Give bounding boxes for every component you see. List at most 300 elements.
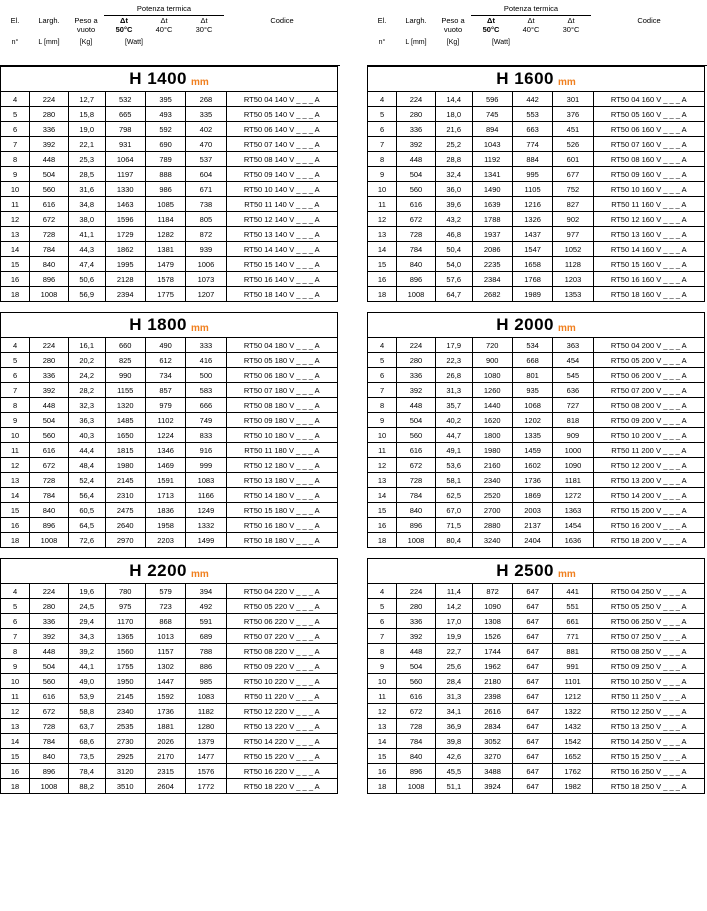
cell-dt40: 647: [513, 749, 553, 764]
cell-peso: 40,3: [68, 428, 105, 443]
cell-dt40: 1775: [145, 287, 185, 302]
cell-el: 10: [368, 674, 397, 689]
cell-dt50: 1596: [105, 212, 145, 227]
cell-largh: 504: [397, 659, 436, 674]
cell-dt50: 1650: [105, 428, 145, 443]
cell-largh: 560: [397, 182, 436, 197]
cell-codice: RT50 10 140 V _ _ _ A: [226, 182, 337, 197]
cell-dt40: 1469: [145, 458, 185, 473]
cell-el: 8: [368, 152, 397, 167]
cell-el: 10: [1, 428, 30, 443]
cell-dt50: 720: [472, 338, 512, 353]
table-row: [368, 503, 704, 518]
cell-largh: 896: [30, 764, 69, 779]
cell-codice: RT50 04 250 V _ _ _ A: [593, 584, 704, 599]
cell-peso: 73,5: [68, 749, 105, 764]
cell-dt40: 647: [513, 584, 553, 599]
table-cell-h2500: [367, 558, 707, 794]
header-unit-watt: [Watt]: [124, 39, 144, 46]
cell-dt40: 1381: [145, 242, 185, 257]
cell-dt40: 647: [513, 644, 553, 659]
cell-largh: 896: [397, 272, 436, 287]
cell-el: 11: [1, 443, 30, 458]
cell-dt40: 647: [513, 599, 553, 614]
cell-dt30: 1280: [186, 719, 226, 734]
cell-largh: 560: [397, 674, 436, 689]
cell-el: 18: [368, 533, 397, 548]
cell-peso: 67,0: [435, 503, 472, 518]
table-row: [1, 212, 337, 227]
header-unit-watt: [Watt]: [491, 39, 511, 46]
data-table-h1600: [368, 92, 704, 301]
cell-dt30: 1203: [553, 272, 593, 287]
cell-dt30: 1322: [552, 704, 592, 719]
cell-dt40: 592: [145, 122, 185, 137]
cell-codice: RT50 12 140 V _ _ _ A: [226, 212, 337, 227]
cell-dt50: 1197: [105, 167, 145, 182]
cell-dt40: 1202: [512, 413, 552, 428]
data-table-h2000: [368, 338, 704, 547]
cell-el: 11: [368, 443, 397, 458]
cell-codice: RT50 16 250 V _ _ _ A: [593, 764, 704, 779]
cell-dt40: 1447: [145, 674, 185, 689]
cell-el: 13: [368, 719, 397, 734]
cell-el: 4: [1, 338, 30, 353]
cell-el: 5: [368, 107, 397, 122]
cell-dt40: 1302: [145, 659, 185, 674]
cell-dt40: 2026: [145, 734, 185, 749]
cell-codice: RT50 15 250 V _ _ _ A: [593, 749, 704, 764]
cell-dt50: 1744: [472, 644, 512, 659]
cell-codice: RT50 12 180 V _ _ _ A: [226, 458, 337, 473]
cell-peso: 64,7: [435, 287, 472, 302]
data-table-h1400: [1, 92, 337, 301]
cell-dt30: 902: [553, 212, 593, 227]
cell-peso: 68,6: [68, 734, 105, 749]
cell-codice: RT50 13 200 V _ _ _ A: [593, 473, 704, 488]
cell-codice: RT50 06 140 V _ _ _ A: [226, 122, 337, 137]
cell-dt40: 2203: [145, 533, 185, 548]
cell-el: 9: [368, 167, 397, 182]
cell-dt40: 1592: [145, 689, 185, 704]
table-row: [1, 503, 337, 518]
cell-dt40: 1881: [145, 719, 185, 734]
cell-codice: RT50 05 140 V _ _ _ A: [226, 107, 337, 122]
cell-dt30: 1499: [186, 533, 226, 548]
cell-dt50: 2398: [472, 689, 512, 704]
cell-dt30: 991: [552, 659, 592, 674]
cell-largh: 392: [30, 629, 69, 644]
cell-dt50: 975: [105, 599, 145, 614]
cell-el: 16: [368, 764, 397, 779]
cell-codice: RT50 10 250 V _ _ _ A: [593, 674, 704, 689]
cell-peso: 17,9: [435, 338, 472, 353]
cell-peso: 32,3: [68, 398, 105, 413]
cell-largh: 728: [397, 473, 436, 488]
cell-dt30: 916: [186, 443, 226, 458]
cell-codice: RT50 16 140 V _ _ _ A: [226, 272, 337, 287]
cell-largh: 896: [30, 518, 69, 533]
table-row: [1, 368, 337, 383]
cell-dt40: 647: [513, 674, 553, 689]
cell-dt50: 596: [472, 92, 512, 107]
cell-peso: 48,4: [68, 458, 105, 473]
cell-peso: 39,6: [435, 197, 472, 212]
cell-el: 18: [1, 779, 30, 794]
cell-dt50: 1980: [105, 458, 145, 473]
cell-el: 16: [368, 518, 397, 533]
cell-dt40: 1013: [145, 629, 185, 644]
cell-dt40: 1326: [512, 212, 552, 227]
cell-codice: RT50 14 250 V _ _ _ A: [593, 734, 704, 749]
table-row: [368, 428, 704, 443]
cell-dt50: 1463: [105, 197, 145, 212]
cell-dt50: 872: [472, 584, 512, 599]
cell-codice: RT50 16 160 V _ _ _ A: [593, 272, 704, 287]
cell-el: 15: [1, 257, 30, 272]
cell-largh: 1008: [30, 533, 69, 548]
cell-peso: 21,6: [435, 122, 472, 137]
cell-el: 8: [368, 398, 397, 413]
cell-peso: 14,2: [436, 599, 473, 614]
table-title-h1400: H 1400 mm: [1, 67, 337, 92]
cell-largh: 896: [30, 272, 69, 287]
cell-codice: RT50 04 220 V _ _ _ A: [226, 584, 337, 599]
table-row: [368, 584, 704, 599]
cell-dt30: 1272: [553, 488, 593, 503]
table-row: [368, 272, 704, 287]
cell-dt30: 1636: [553, 533, 593, 548]
header-largh: Largh.: [405, 16, 427, 25]
table-row: [368, 257, 704, 272]
cell-el: 16: [1, 518, 30, 533]
cell-dt50: 1639: [472, 197, 512, 212]
table-row: [1, 227, 337, 242]
cell-dt30: 583: [186, 383, 226, 398]
data-table-h1800: [1, 338, 337, 547]
table-row: [1, 518, 337, 533]
cell-peso: 28,5: [68, 167, 105, 182]
table-title-h1800: H 1800 mm: [1, 313, 337, 338]
cell-codice: RT50 18 160 V _ _ _ A: [610, 289, 687, 299]
cell-codice: RT50 08 180 V _ _ _ A: [226, 398, 337, 413]
header-dt40: Δt 40°C: [522, 16, 540, 34]
table-h2000: [367, 312, 705, 548]
cell-el: 5: [1, 353, 30, 368]
cell-largh: 728: [30, 719, 69, 734]
cell-el: 18: [368, 287, 397, 302]
cell-dt40: 534: [512, 338, 552, 353]
table-row: [368, 659, 704, 674]
cell-codice: RT50 08 220 V _ _ _ A: [226, 644, 337, 659]
cell-el: 15: [368, 257, 397, 272]
table-row: [368, 353, 704, 368]
cell-el: 6: [368, 368, 397, 383]
cell-peso: 31,3: [436, 689, 473, 704]
cell-dt30: 1083: [186, 473, 226, 488]
cell-dt30: 1652: [552, 749, 592, 764]
cell-dt30: 1052: [553, 242, 593, 257]
table-row: [368, 227, 704, 242]
cell-el: 9: [368, 659, 397, 674]
cell-el: 9: [1, 413, 30, 428]
table-row: [368, 614, 704, 629]
cell-largh: 504: [30, 167, 69, 182]
header-largh: Largh.: [38, 16, 60, 25]
header-unit-codice: [224, 38, 340, 47]
table-row: [1, 599, 337, 614]
cell-codice: RT50 13 220 V _ _ _ A: [226, 719, 337, 734]
cell-dt40: 442: [512, 92, 552, 107]
cell-dt30: 1090: [553, 458, 593, 473]
cell-largh: 672: [397, 458, 436, 473]
cell-largh: 728: [30, 227, 69, 242]
cell-dt40: 668: [512, 353, 552, 368]
cell-largh: 1008: [397, 533, 436, 548]
cell-dt30: 333: [186, 338, 226, 353]
data-table-h2200: [1, 584, 337, 793]
data-table-h2500: [368, 584, 704, 793]
cell-dt40: 2137: [512, 518, 552, 533]
cell-largh: 224: [30, 92, 69, 107]
cell-dt30: 1182: [186, 704, 226, 719]
cell-largh: 728: [397, 719, 436, 734]
cell-dt40: 1547: [512, 242, 552, 257]
cell-dt30: 545: [553, 368, 593, 383]
cell-dt40: 1479: [145, 257, 185, 272]
cell-el: 18: [1, 287, 30, 302]
cell-largh: 560: [30, 674, 69, 689]
cell-peso: 39,2: [68, 644, 105, 659]
cell-largh: 504: [30, 659, 69, 674]
cell-el: 7: [368, 629, 397, 644]
table-h1800: [0, 312, 338, 548]
cell-dt50: 900: [472, 353, 512, 368]
cell-dt40: 1869: [512, 488, 552, 503]
cell-largh: 728: [397, 227, 436, 242]
cell-largh: 728: [30, 473, 69, 488]
cell-dt30: 1477: [186, 749, 226, 764]
header-dt30: Δt 30°C: [195, 16, 213, 34]
cell-dt30: 1249: [186, 503, 226, 518]
cell-el: 4: [368, 338, 397, 353]
table-row: [1, 674, 337, 689]
cell-peso: 26,8: [435, 368, 472, 383]
cell-dt40: 1068: [512, 398, 552, 413]
cell-largh: 616: [30, 197, 69, 212]
cell-codice: RT50 16 200 V _ _ _ A: [593, 518, 704, 533]
table-row: [1, 584, 337, 599]
cell-el: 13: [368, 227, 397, 242]
cell-el: 5: [1, 107, 30, 122]
cell-largh: 224: [30, 338, 69, 353]
cell-largh: 336: [397, 614, 436, 629]
cell-dt30: 363: [553, 338, 593, 353]
cell-largh: 840: [30, 749, 69, 764]
cell-codice: RT50 08 140 V _ _ _ A: [226, 152, 337, 167]
table-row: [368, 458, 704, 473]
cell-dt50: 3052: [472, 734, 512, 749]
cell-peso: 42,6: [436, 749, 473, 764]
cell-dt40: 1335: [512, 428, 552, 443]
cell-peso: 36,3: [68, 413, 105, 428]
cell-dt30: 752: [553, 182, 593, 197]
cell-dt50: 2235: [472, 257, 512, 272]
header-peso: Peso a vuoto: [74, 16, 98, 34]
cell-codice: RT50 12 220 V _ _ _ A: [226, 704, 337, 719]
cell-el: 10: [368, 182, 397, 197]
cell-dt30: 666: [186, 398, 226, 413]
cell-dt50: 931: [105, 137, 145, 152]
cell-dt50: 2520: [472, 488, 512, 503]
cell-codice: RT50 07 200 V _ _ _ A: [593, 383, 704, 398]
cell-dt30: 1006: [186, 257, 226, 272]
cell-dt40: 647: [513, 779, 553, 794]
cell-codice: RT50 13 160 V _ _ _ A: [593, 227, 704, 242]
cell-largh: 784: [30, 488, 69, 503]
cell-largh: 560: [30, 182, 69, 197]
cell-codice: RT50 05 180 V _ _ _ A: [226, 353, 337, 368]
cell-dt50: 2128: [105, 272, 145, 287]
cell-largh: 672: [30, 458, 69, 473]
cell-dt30: 1772: [186, 779, 226, 794]
cell-peso: 60,5: [68, 503, 105, 518]
cell-codice: RT50 10 220 V _ _ _ A: [226, 674, 337, 689]
cell-dt30: 872: [186, 227, 226, 242]
table-row: [1, 287, 337, 302]
cell-el: 15: [368, 749, 397, 764]
cell-dt40: 986: [145, 182, 185, 197]
cell-dt50: 1080: [472, 368, 512, 383]
cell-dt40: 2604: [145, 779, 185, 794]
cell-dt30: 601: [553, 152, 593, 167]
cell-largh: 840: [30, 503, 69, 518]
cell-dt40: 1346: [145, 443, 185, 458]
cell-dt50: 1330: [105, 182, 145, 197]
table-row: [368, 338, 704, 353]
table-row: [1, 92, 337, 107]
cell-codice: RT50 06 180 V _ _ _ A: [226, 368, 337, 383]
cell-dt50: 2700: [472, 503, 512, 518]
cell-dt40: 1736: [145, 704, 185, 719]
cell-dt30: 394: [186, 584, 226, 599]
cell-codice: RT50 11 140 V _ _ _ A: [226, 197, 337, 212]
cell-codice: RT50 15 220 V _ _ _ A: [226, 749, 337, 764]
cell-codice: RT50 04 140 V _ _ _ A: [226, 92, 337, 107]
header-dt50: Δt 50°C: [482, 16, 500, 34]
cell-el: 15: [1, 503, 30, 518]
cell-dt40: 857: [145, 383, 185, 398]
cell-codice: RT50 09 200 V _ _ _ A: [593, 413, 704, 428]
cell-peso: 53,9: [68, 689, 105, 704]
cell-peso: 34,1: [436, 704, 473, 719]
table-title-h1600: H 1600 mm: [368, 67, 704, 92]
cell-largh: 448: [397, 152, 436, 167]
table-cell-h2000: [367, 312, 707, 548]
cell-codice: RT50 07 160 V _ _ _ A: [593, 137, 704, 152]
cell-largh: 392: [30, 137, 69, 152]
cell-dt50: 1526: [472, 629, 512, 644]
table-row: [368, 704, 704, 719]
cell-codice: RT50 13 250 V _ _ _ A: [593, 719, 704, 734]
cell-dt30: 1212: [552, 689, 592, 704]
cell-largh: 336: [30, 122, 69, 137]
table-row: [368, 212, 704, 227]
cell-peso: 88,2: [68, 779, 105, 794]
cell-dt30: 788: [186, 644, 226, 659]
header-unit-largh: L [mm]: [405, 39, 427, 46]
cell-peso: 52,4: [68, 473, 105, 488]
cell-largh: 896: [397, 764, 436, 779]
table-row: [1, 779, 337, 794]
cell-dt30: 1379: [186, 734, 226, 749]
cell-dt50: 1170: [105, 614, 145, 629]
cell-dt50: 3120: [105, 764, 145, 779]
cell-largh: 616: [397, 689, 436, 704]
cell-dt30: 551: [552, 599, 592, 614]
cell-codice: RT50 04 180 V _ _ _ A: [226, 338, 337, 353]
column-header-right: [367, 4, 707, 66]
cell-largh: 1008: [30, 779, 69, 794]
table-row: [368, 674, 704, 689]
cell-dt40: 647: [513, 704, 553, 719]
cell-dt50: 2145: [105, 689, 145, 704]
cell-largh: 504: [397, 413, 436, 428]
cell-largh: 672: [397, 704, 436, 719]
cell-codice: RT50 05 250 V _ _ _ A: [593, 599, 704, 614]
table-row: [368, 488, 704, 503]
cell-peso: 57,6: [435, 272, 472, 287]
cell-dt30: 301: [553, 92, 593, 107]
cell-codice: RT50 07 220 V _ _ _ A: [226, 629, 337, 644]
cell-dt50: 1560: [105, 644, 145, 659]
cell-el: 13: [368, 473, 397, 488]
cell-peso: 19,9: [436, 629, 473, 644]
cell-peso: 43,2: [435, 212, 472, 227]
cell-el: 10: [1, 674, 30, 689]
header-unit-largh: L [mm]: [38, 39, 60, 46]
cell-peso: 39,8: [436, 734, 473, 749]
cell-dt30: 1101: [552, 674, 592, 689]
table-row: [1, 398, 337, 413]
cell-el: 12: [368, 458, 397, 473]
cell-peso: 22,3: [435, 353, 472, 368]
cell-peso: 64,5: [68, 518, 105, 533]
cell-codice: RT50 11 220 V _ _ _ A: [226, 689, 337, 704]
cell-codice: RT50 10 200 V _ _ _ A: [593, 428, 704, 443]
cell-dt40: 647: [513, 659, 553, 674]
cell-dt40: 723: [145, 599, 185, 614]
cell-dt40: 1157: [145, 644, 185, 659]
cell-peso: 41,1: [68, 227, 105, 242]
cell-dt30: 1000: [553, 443, 593, 458]
cell-peso: 62,5: [435, 488, 472, 503]
cell-largh: 784: [397, 242, 436, 257]
table-row: [368, 92, 704, 107]
cell-peso: 47,4: [68, 257, 105, 272]
table-row: [368, 533, 704, 548]
cell-codice: RT50 06 220 V _ _ _ A: [226, 614, 337, 629]
cell-el: 6: [368, 122, 397, 137]
cell-el: 4: [1, 584, 30, 599]
cell-dt50: 1341: [472, 167, 512, 182]
cell-largh: 280: [30, 599, 69, 614]
table-row: [1, 272, 337, 287]
cell-dt40: 1102: [145, 413, 185, 428]
cell-dt50: 1485: [105, 413, 145, 428]
cell-dt50: 780: [105, 584, 145, 599]
cell-dt30: 604: [186, 167, 226, 182]
